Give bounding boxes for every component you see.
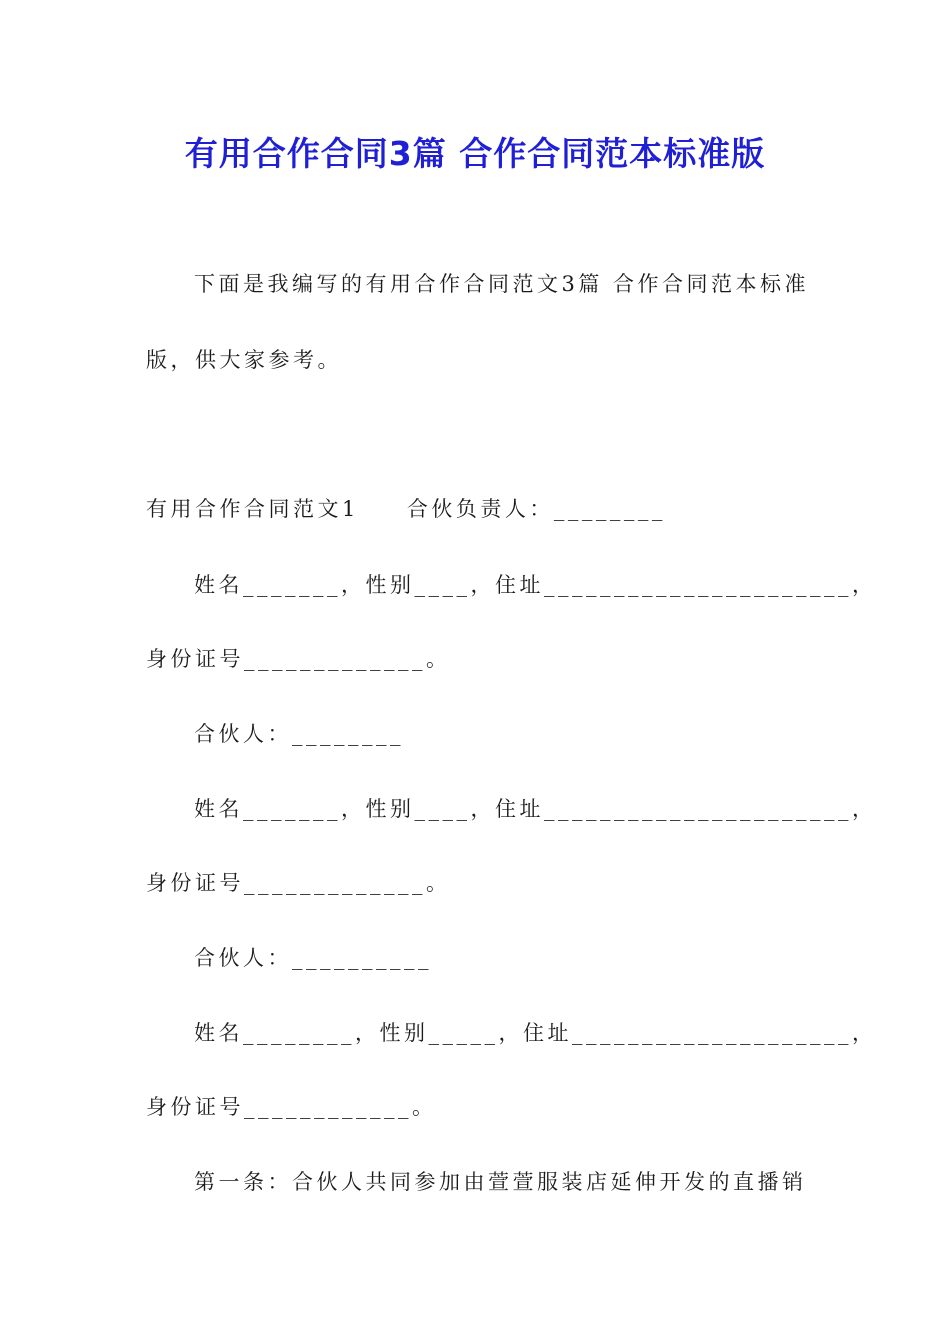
section-heading: 有用合作合同范文1: [146, 497, 359, 521]
document-title: 有用合作合同3篇 合作合同范本标准版: [184, 134, 766, 173]
article-1-line: 第一条：合伙人共同参加由萱萱服装店延伸开发的直播销: [194, 1170, 807, 1194]
partner1-info-line: 姓名_______，性别____，住址______________________，: [194, 573, 877, 597]
lead-partner-label: 合伙负责人：________: [406, 497, 666, 521]
partner3-info-line: 姓名________，性别_____，住址____________________，: [194, 1021, 877, 1045]
intro-paragraph-line-2: 版，供大家参考。: [146, 348, 342, 372]
intro-paragraph-line-1: 下面是我编写的有用合作合同范文3篇 合作合同范本标准: [194, 272, 810, 296]
partner3-id-line: 身份证号____________。: [146, 1095, 437, 1119]
section-heading-row: [146, 495, 666, 523]
partner2-info-line: 姓名_______，性别____，住址______________________，: [194, 797, 877, 821]
partner3-label: 合伙人：__________: [194, 946, 432, 970]
partner2-label: 合伙人：________: [194, 722, 404, 746]
partner1-id-line: 身份证号_____________。: [146, 647, 451, 671]
partner2-id-line: 身份证号_____________。: [146, 871, 451, 895]
